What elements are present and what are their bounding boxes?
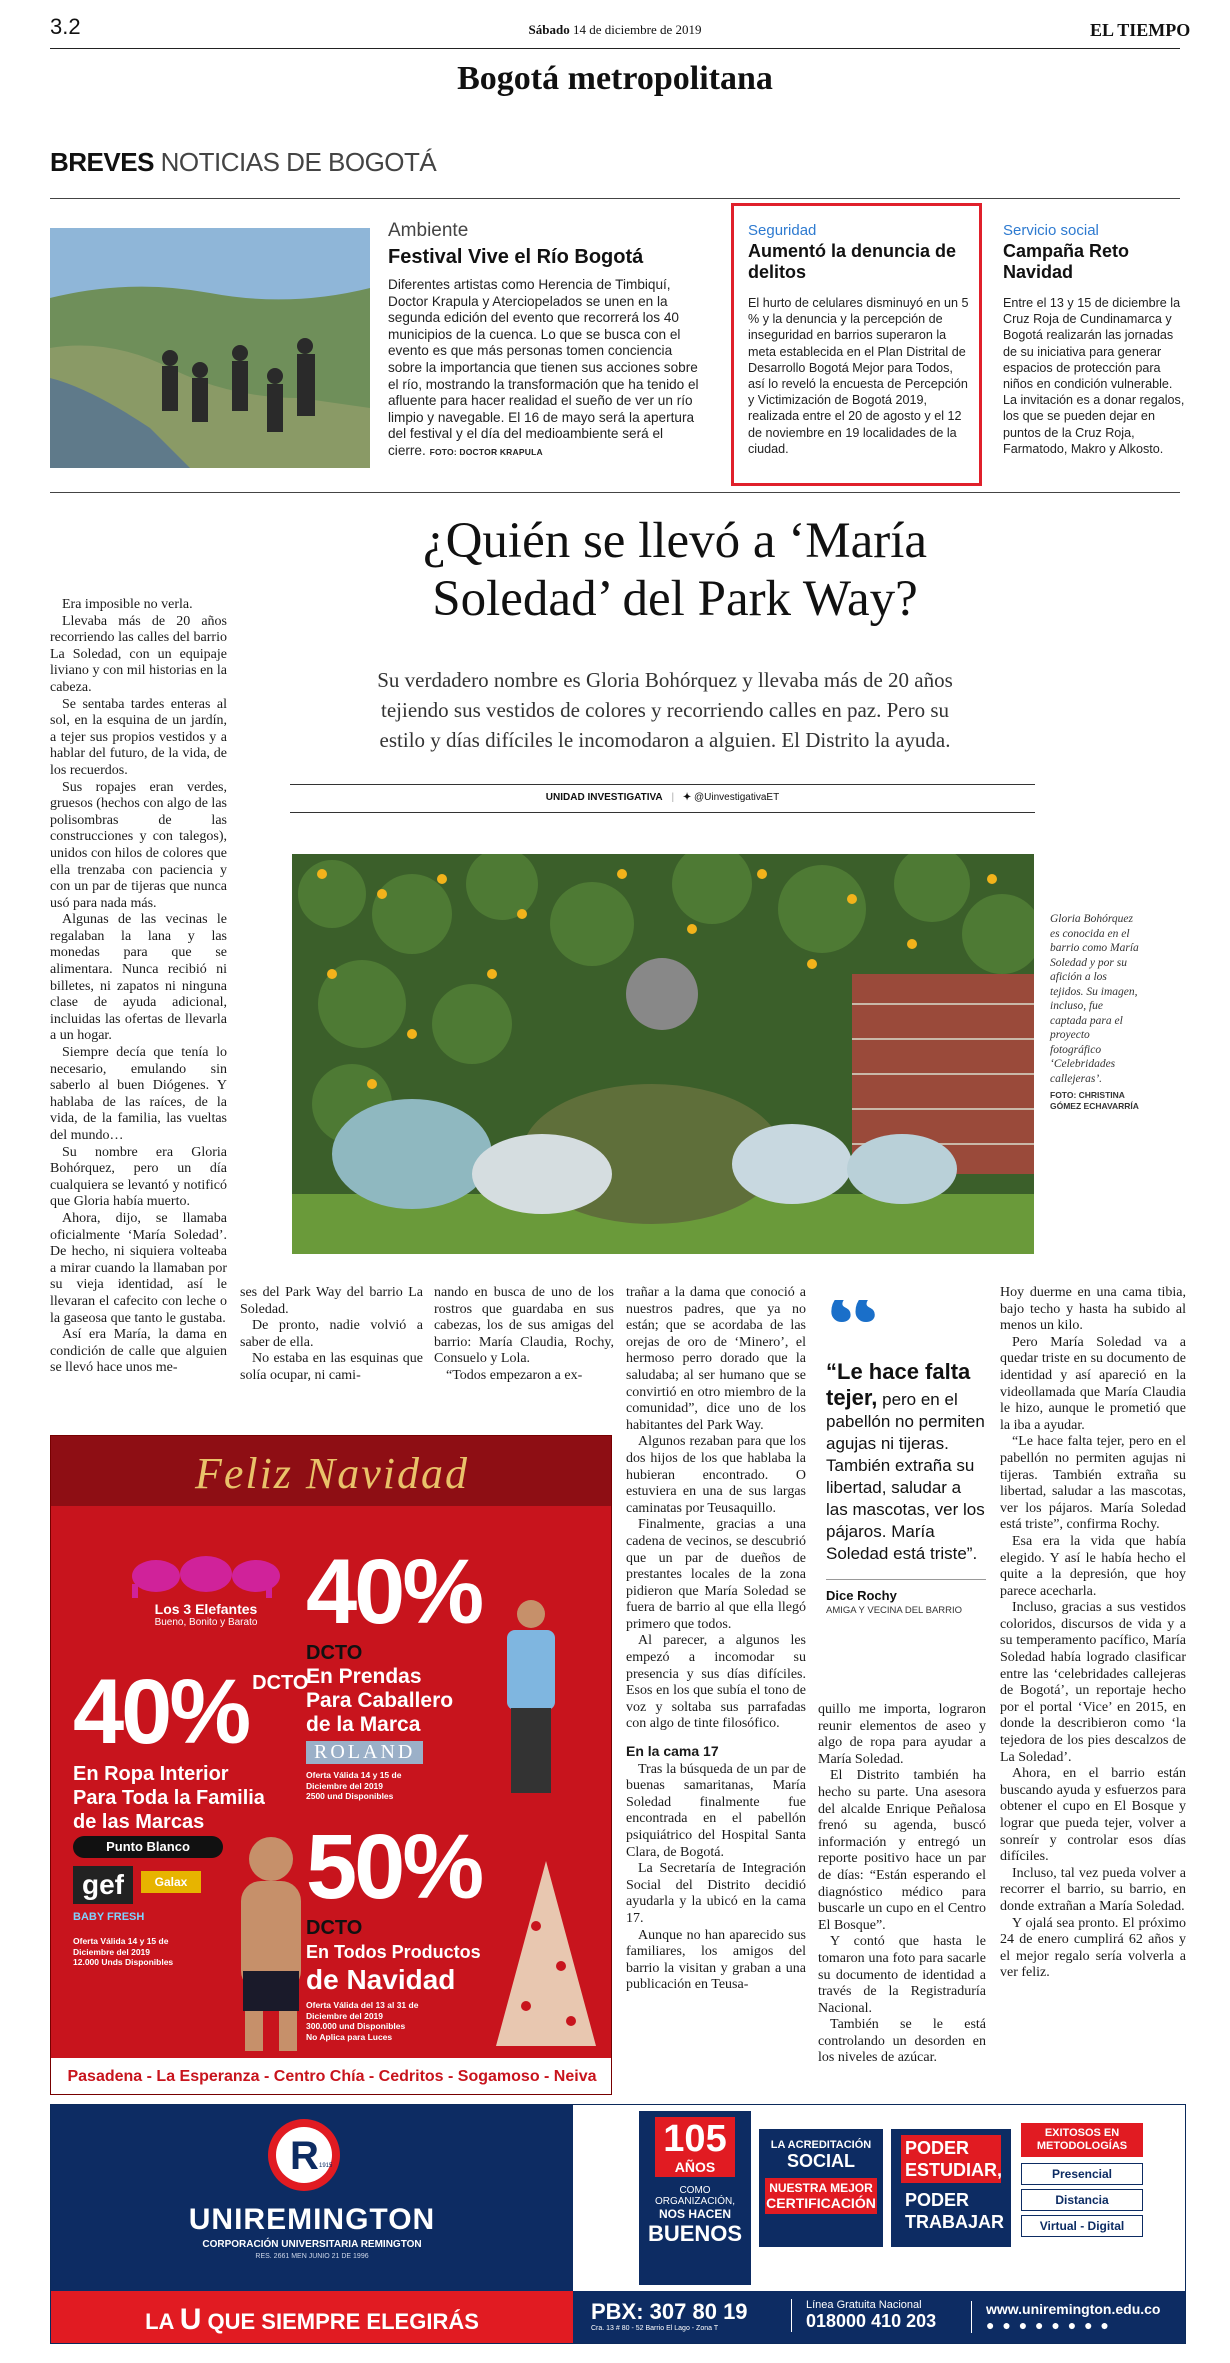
- photo-credit: FOTO: DOCTOR KRAPULA: [429, 446, 543, 457]
- uni-name: UNIREMINGTON: [188, 2203, 436, 2236]
- man-suit-photo: [491, 1596, 571, 1796]
- svg-text:R: R: [290, 2134, 319, 2178]
- quote-role: AMIGA Y VECINA DEL BARRIO: [826, 1605, 963, 1616]
- uni-resolution: RES. 2661 MEN JUNIO 21 DE 1996: [255, 2253, 369, 2260]
- store-locations: Pasadena - La Esperanza - Centro Chía - Cedritos - Sogamoso - Neiva: [51, 2058, 612, 2095]
- quote-author: Dice Rochy: [826, 1588, 897, 1603]
- badge-poder: PODER ESTUDIAR, PODER TRABAJAR: [891, 2129, 1011, 2247]
- badge-acreditacion: LA ACREDITACIÓN SOCIAL NUESTRA MEJOR CERTIFICACIÓN: [759, 2129, 883, 2247]
- article-col4: trañar a la dama que conoció a nuestros padres, que ya no están; que se acordaba de las orejas de oro de ‘Minero’, el hermoso perro dorado que la saludaba; al ser humano que se convirtió en otro miembro de la comunidad”, dice uno de los habitantes del Park Way. Algunos rezaban para que los dos hijos de los que hablaba la hubieran encontrado. O estuviera en una de sus largas caminatas por Teusaquillo. Finalmente, gracias a una cadena de vecinos, se descubrió que un par de dueños de prestantes locales de la zona pidieron que María Soledad se fuera de barrio al que ella llegó primero que todos. Al parecer, a algunos les empezó a incomodar su presencia y sus días difíciles. Esos en los que subía el tono de voz y soltaba sus parrafadas con algo de tinte filosófico. En la cama 17 Tras la búsqueda de un par de buenas samaritanas, María Soledad finalmente fue encontrada en el pabellón psiquiátrico del Hospital Santa Clara, de Bogotá. La Secretaría de Integración Social del Distrito decidió ayudarla y la ubicó en la cama 17. Aunque no han aparecido sus familiares, los amigos del barrio la visitan y graban a una publicación en Teusa-: [626, 1285, 806, 1993]
- brief-body: El hurto de celulares disminuyó en un 5 % y la denuncia y la percepción de inseguridad en barrios superaron la meta establecida en el Plan Distrital de Desarrollo Bogotá Mejor para Todos, así lo reveló la encuesta de Percepción y Victimización de Bogotá 2019, realizada entre el 20 de agosto y el 12 de noviembre en 19 localidades de la ciudad.: [748, 296, 969, 456]
- uni-phone: PBX: 307 80 19 Cra. 13 # 80 - 52 Barrio El Lago - Zona T: [591, 2299, 748, 2332]
- founding-year: 1915: [319, 2163, 333, 2169]
- newspaper-logo: EL TIEMPO: [1090, 20, 1191, 40]
- brief-photo-band: [50, 228, 370, 468]
- brief-title: Festival Vive el Río Bogotá: [388, 246, 644, 268]
- offer-roland: 40% DCTO En Prendas Para Caballero de la Marca ROLAND Oferta Válida 14 y 15 de Diciembre del 2019 2500 und Disponibles: [306, 1541, 482, 1801]
- store-brand: Los 3 Elefantes Bueno, Bonito y Barato: [154, 1601, 258, 1628]
- byline: UNIDAD INVESTIGATIVA | ✦ @UinvestigativaET: [545, 792, 780, 803]
- brief-section: Seguridad: [748, 222, 817, 239]
- article-headline: ¿Quién se llevó a ‘María Soledad’ del Park Way?: [422, 513, 928, 627]
- brand-punto-blanco: Punto Blanco: [73, 1836, 223, 1858]
- article-dek: Su verdadero nombre es Gloria Bohórquez y llevaba más de 20 años tejiendo sus vestidos de colores y recorriendo calles en paz. Pero su estilo y días difíciles le incomodaron a alguien. El Distrito la ayuda.: [377, 668, 953, 752]
- badge-exitosos: EXITOSOS EN METODOLOGÍAS Presencial Distancia Virtual - Digital: [1021, 2123, 1143, 2273]
- offer1-validity: Oferta Válida 14 y 15 de Diciembre del 2019 12.000 Unds Disponibles: [73, 1936, 174, 1967]
- brief-ambiente: [388, 220, 700, 461]
- social-icons: ● ● ● ● ● ● ● ●: [986, 2317, 1111, 2333]
- brief-title: Aumentó la denuncia de delitos: [748, 241, 957, 282]
- badge-105: 105 AÑOS COMO ORGANIZACIÓN, NOS HACEN BUENOS: [639, 2111, 751, 2285]
- page-number: 3.2: [50, 14, 81, 39]
- photo-caption: Gloria Bohórquez es conocida en el barrio como María Soledad y por su afición a los tejidos. Su imagen, incluso, fue captada para el proyecto fotográfico ‘Celebridades callejeras’. FOTO: CHRISTINA GÓMEZ ECHAVARRÍA: [1050, 913, 1139, 1111]
- brand-baby-fresh: BABY FRESH: [73, 1911, 145, 1923]
- twitter-handle[interactable]: @UinvestigativaET: [694, 792, 780, 803]
- article-col3: nando en busca de uno de los rostros que guardaba en sus cabezas, los de sus amigas del barrio: María Claudia, Rochy, Consuelo y Lola. “Todos empezaron a ex-: [434, 1285, 614, 1383]
- section-title: Bogotá metropolitana: [457, 60, 773, 97]
- brief-body: Entre el 13 y 15 de diciembre la Cruz Roja de Cundinamarca y Bogotá realizarán las jornadas de su iniciativa para generar espacios de protección para niños en condición vulnerable. La invitación es a donar regalos, los que se pueden dejar en puntos de la Cruz Roja, Farmatodo, Makro y Alkosto.: [1003, 296, 1185, 456]
- uni-free-line: Línea Gratuita Nacional 018000 410 203: [791, 2299, 936, 2332]
- uni-subtitle: CORPORACIÓN UNIVERSITARIA REMINGTON: [202, 2239, 422, 2250]
- main-photo: [292, 854, 1034, 1254]
- brief-title: Campaña Reto Navidad: [1003, 241, 1130, 282]
- article-col2: ses del Park Way del barrio La Soledad. De pronto, nadie volvió a saber de ella. No estaba en las esquinas que solía ocupar, ni cami-: [240, 1285, 423, 1383]
- brief-body: Diferentes artistas como Herencia de Timbiquí, Doctor Krapula y Aterciopelados se unen en la segunda edición del evento que recorrerá los 40 municipios de la cuenca. Lo que se busca con el evento es que más personas tomen conciencia sobre la importancia que tienen sus acciones sobre el río, mostrando la transformación que ha tenido el afluente para hacer realidad el sueño de ver un río limpio y navegable. El 16 de mayo será la apertura del festival y el día del medioambiente será el cierre.: [388, 277, 699, 458]
- uni-tagline: LA U QUE SIEMPRE ELEGIRÁS: [145, 2303, 479, 2336]
- christmas-tree-icon: [491, 1856, 601, 2056]
- pull-quote: “Le hace falta tejer, pero en el pabellón no permiten agujas ni tijeras. También extraña su libertad, saludar a las mascotas, ver los pájaros. María Soledad está triste”. Dice Rochy AMIGA Y VECINA DEL BARRIO: [826, 1300, 986, 1617]
- brief-servicio: [1003, 222, 1188, 457]
- uniremington-ad: [50, 2104, 1186, 2344]
- subhead: En la cama 17: [626, 1743, 719, 1760]
- brief-section: Servicio social: [1003, 222, 1099, 239]
- uni-website-link[interactable]: www.uniremington.edu.co: [986, 2301, 1161, 2317]
- brief-seguridad: [748, 222, 970, 457]
- brand-galax: Galax: [141, 1871, 201, 1893]
- brand-gef: gef: [73, 1866, 133, 1904]
- uni-web: [971, 2301, 1160, 2333]
- article-col5: quillo me importa, lograron reunir elementos de aseo y algo de ropa para ayudar a María Soledad. El Distrito también ha hecho su parte. Una asesora del alcalde Enrique Peñalosa frenó su agenda, buscó información y entregó un reporte positivo hace un par de días: “Están esperando el diagnóstico médico para buscarle un cupo en el Centro El Bosque”. Y contó que hasta le tomaron una foto para sacarle su documento de identidad a través de la Registraduría Nacional. También se le está controlando un desorden en los niveles de azúcar.: [818, 1702, 986, 2066]
- uniremington-logo-icon: [264, 2115, 344, 2195]
- article-col1: Era imposible no verla. Llevaba más de 20 años recorriendo las calles del barrio La Soledad, con un equipaje liviano y con mil historias en la cabeza. Se sentaba tardes enteras al sol, en la esquina de un jardín, a tejer sus propios vestidos y a hablar del futuro, de la vida, de los recuerdos. Sus ropajes eran verdes, gruesos (hechos con algo de las polisombras de las construcciones y con talegos), unidos con hilos de colores que ella trenzaba con paciencia y con un par de tijeras que nunca usó para nada más. Algunas de las vecinas le regalaban la lana y las monedas para que se alimentara. Nunca recibió ni billetes, ni zapatos ni ninguna clase de ayuda adicional, incluidas las ofertas de llevarla a un hogar. Siempre decía que tenía lo necesario, emulando sin saberlo al buen Diógenes. Y hablaba de las raíces, de la vida, de la familia, las vueltas del mundo… Su nombre era Gloria Bohórquez, pero un día cualquiera se levantó y notificó que Gloria había muerto. Ahora, dijo, se llamaba oficialmente ‘María Soledad’. De hecho, ni siquiera volteaba a mirar cuando la llamaban por su vieja identidad, así le llevaran el cafecito con leche o la gaseosa que tanto le gustaba. Así era María, la dama en condición de calle que alguien se llevó hace unos me-: [50, 597, 227, 1376]
- offer-navidad: 50% DCTO En Todos Productos de Navidad Oferta Válida del 13 al 31 de Diciembre del 2019 300.000 und Disponibles No Aplica para Luces: [306, 1816, 482, 2042]
- briefs-label: BREVES NOTICIAS DE BOGOTÁ: [50, 147, 437, 177]
- quote-mark-icon: [826, 1300, 896, 1350]
- ad-banner: Feliz Navidad: [194, 1449, 470, 1498]
- article-col6: Hoy duerme en una cama tibia, bajo techo y hasta ha subido al menos un kilo. Pero María Soledad va a quedar triste en su documento de identidad y así apareció en la videollamada que María Claudia le hizo, aunque le prometió que la iba a ayudar. “Le hace falta tejer, pero en el pabellón no permiten agujas ni tijeras. También extraña su libertad, saludar a las mascotas, ver los pájaros. María Soledad está triste”, confirma Rochy. Esa era la vida que había elegido. Y así le había hecho el quite a la depresión, que hoy parece acecharla. Incluso, gracias a sus vestidos coloridos, discursos de vida y a su temperamento pacífico, María Soledad había logrado clasificar entre las ‘celebridades callejeras de Bogotá’, un reportaje hecho por el portal ‘Vice’ en 2015, en donde la describieron como ‘la tejedora de los pies descalzos de La Soledad’. Ahora, en el barrio están buscando ayuda y esfuerzos para obtener el cupo en El Bosque y lograr que pueda tejer, volver a sonreír y controlar esos días difíciles. Incluso, tal vez pueda volver a recorrer el barrio, su barrio, en donde extrañan a María Soledad. Y ojalá sea pronto. El próximo 24 de enero cumplirá 62 años y el mejor regalo sería volverla a ver feliz.: [1000, 1285, 1186, 1981]
- twitter-icon: ✦: [682, 792, 692, 803]
- elephant-logo-icon: [126, 1554, 286, 1599]
- brief-section: Ambiente: [388, 220, 469, 241]
- caption-credit: FOTO: CHRISTINA GÓMEZ ECHAVARRÍA: [1050, 1090, 1139, 1111]
- store-ad: [50, 1435, 612, 2095]
- date-line: Sábado 14 de diciembre de 2019: [528, 22, 702, 37]
- svg-text:“: [826, 1300, 881, 1350]
- offer-underwear: 40% DCTO En Ropa Interior Para Toda la Familia de las Marcas: [73, 1661, 309, 1833]
